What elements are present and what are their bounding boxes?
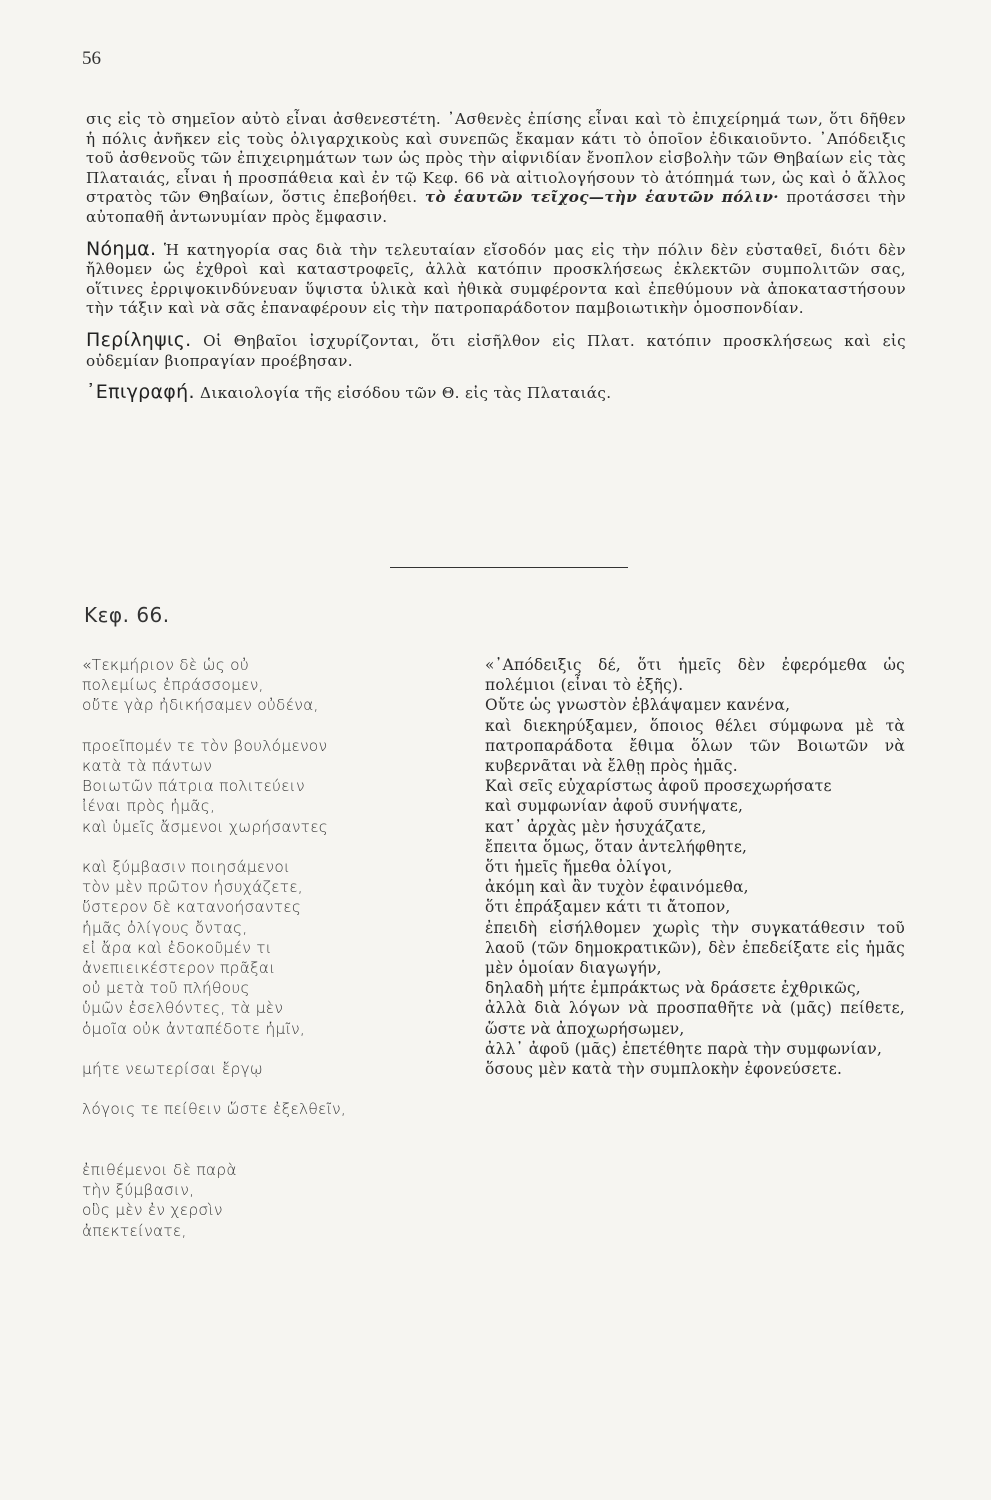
commentary-text-end: προτάσσει τὴν αὐτοπαθῆ ἀντωνυμίαν πρὸς ἔμφασιν.: [86, 188, 906, 226]
page-number: 56: [82, 48, 101, 69]
greek-line: προεῖπομέν τε τὸν βουλόμενον: [82, 736, 328, 755]
greek-line: ὁμοῖα οὐκ ἀνταπέδοτε ἡμῖν,: [82, 1019, 306, 1038]
perilipsis-label: Περίληψις.: [86, 328, 192, 351]
translation-line: ὅτι ἡμεῖς ἤμεθα ὀλίγοι,: [485, 858, 673, 877]
translation-line: ἀκόμη καὶ ἂν τυχὸν ἐφαινόμεθα,: [485, 878, 749, 897]
commentary-section: [86, 110, 906, 404]
line-gap: [82, 837, 482, 857]
line-gap: [82, 716, 482, 736]
greek-line: «Τεκμήριον δὲ ὡς οὐ: [82, 656, 249, 674]
commentary-paragraph: [86, 110, 906, 228]
greek-line: τὸν μὲν πρῶτον ἡσυχάζετε,: [82, 878, 303, 897]
greek-line: τὴν ξύμβασιν,: [82, 1181, 195, 1200]
section-divider: [360, 567, 628, 568]
greek-line: εἰ ἄρα καὶ ἐδοκοῦμέν τι: [82, 938, 272, 957]
epigrafi-paragraph: [86, 383, 906, 404]
greek-line: Βοιωτῶν πάτρια πολιτεύειν: [82, 777, 305, 796]
translation-line: καὶ συμφωνίαν ἀφοῦ συνήψατε,: [485, 797, 744, 816]
perilipsis-paragraph: [86, 328, 906, 371]
translation-column: [485, 655, 905, 1079]
greek-line: ἰέναι πρὸς ἡμᾶς,: [82, 797, 216, 816]
noima-paragraph: [86, 237, 906, 319]
greek-line: οὔτε γὰρ ἠδικήσαμεν οὐδένα,: [82, 696, 319, 715]
line-gap: [82, 1140, 482, 1160]
greek-line: ὕστερον δὲ κατανοήσαντες: [82, 898, 302, 917]
greek-line: οὓς μὲν ἐν χερσὶν: [82, 1201, 223, 1220]
translation-line: Οὔτε ὡς γνωστὸν ἐβλάψαμεν κανένα,: [485, 696, 791, 715]
greek-line: μήτε νεωτερίσαι ἔργῳ: [82, 1060, 263, 1079]
translation-line: καὶ διεκηρύξαμεν, ὅποιος θέλει σύμφωνα μὲ τὰ πατροπαράδοτα ἔθιμα ὅλων τῶν Βοιωτῶν νὰ κυβερνᾶται νὰ ἔλθῃ πρὸς ἡμᾶς.: [485, 716, 905, 776]
line-gap: [82, 1039, 482, 1059]
epigrafi-label: ᾿Επιγραφή.: [86, 381, 195, 404]
greek-line: ὑμῶν ἐσελθόντες, τὰ μὲν: [82, 999, 284, 1018]
translation-line: ὅτι ἐπράξαμεν κάτι τι ἄτοπον,: [485, 898, 731, 917]
greek-line: καὶ ξύμβασιν ποιησάμενοι: [82, 858, 291, 876]
greek-line: ἀνεπιεικέστερον πρᾶξαι: [82, 959, 276, 978]
greek-line: ἀπεκτείνατε,: [82, 1221, 187, 1240]
greek-line: ἡμᾶς ὀλίγους ὄντας,: [82, 918, 248, 937]
translation-line: Καὶ σεῖς εὐχαρίστως ἀφοῦ προσεχωρήσατε: [485, 777, 832, 796]
line-gap: [82, 1120, 482, 1140]
translation-line: ἔπειτα ὅμως, ὅταν ἀντελήφθητε,: [485, 837, 748, 856]
noima-label: Νόημα.: [86, 237, 157, 260]
translation-line: ἀλλὰ διὰ λόγων νὰ προσπαθῆτε νὰ (μᾶς) πείθετε, ὥστε νὰ ἀποχωρήσωμεν,: [485, 999, 905, 1038]
greek-line: ἐπιθέμενοι δὲ παρὰ: [82, 1160, 237, 1179]
translation-line: κατ᾿ ἀρχὰς μὲν ἡσυχάζατε,: [485, 817, 707, 836]
line-gap: [82, 1079, 482, 1099]
translation-line: ὅσους μὲν κατὰ τὴν συμπλοκὴν ἐφονεύσετε.: [485, 1060, 843, 1079]
perilipsis-text: Οἱ Θηβαῖοι ἰσχυρίζονται, ὅτι εἰσῆλθον εἰς Πλατ. κατόπιν προσκλήσεως καὶ εἰς οὐδεμίαν βιοπραγίαν προέβησαν.: [86, 331, 906, 370]
greek-line: πολεμίως ἐπράσσομεν,: [82, 676, 264, 695]
translation-line: ἐπειδὴ εἰσήλθομεν χωρὶς τὴν συγκατάθεσιν τοῦ λαοῦ (τῶν δημοκρατικῶν), δὲν ἐπεδείξατε εἰς ἡμᾶς μὲν ὁμοίαν διαγωγήν,: [485, 918, 905, 978]
epigrafi-text: Δικαιολογία τῆς εἰσόδου τῶν Θ. εἰς τὰς Πλαταιάς.: [200, 384, 612, 403]
greek-line: λόγοις τε πείθειν ὥστε ἐξελθεῖν,: [82, 1100, 347, 1119]
translation-line: «᾿Απόδειξις δέ, ὅτι ἡμεῖς δὲν ἐφερόμεθα ὡς πολέμιοι (εἶναι τὸ ἐξῆς).: [485, 656, 905, 695]
greek-line: οὐ μετὰ τοῦ πλήθους: [82, 979, 250, 998]
greek-line: καὶ ὑμεῖς ἄσμενοι χωρήσαντες: [82, 817, 329, 836]
translation-line: ἀλλ᾿ ἀφοῦ (μᾶς) ἐπετέθητε παρὰ τὴν συμφωνίαν,: [485, 1039, 883, 1058]
noima-text: Ἡ κατηγορία σας διὰ τὴν τελευταίαν εἴσοδόν μας εἰς τὴν πόλιν δὲν εὐσταθεῖ, διότι δὲν ἤλθομεν ὡς ἐχθροὶ καὶ καταστροφεῖς, ἀλλὰ κατόπιν προσκλήσεως ἐκλεκτῶν συμπολιτῶν σας, οἵτινες ἐρριψοκινδύνευαν ὕψιστα ὑλικὰ καὶ ἠθικὰ συμφέροντα καὶ ἐπεθύμουν νὰ ἀποκαταστήσουν τὴν τάξιν καὶ νὰ σᾶς ἐπαναφέρουν εἰς τὴν πατροπαράδοτον παμβοιωτικὴν ὁμοσπονδίαν.: [86, 240, 906, 318]
emphasized-phrase: τὸ ἑαυτῶν τεῖχος—τὴν ἑαυτῶν πόλιν·: [424, 188, 779, 207]
commentary-text: σις εἰς τὸ σημεῖον αὐτὸ εἶναι ἀσθενεστέτη. ᾿Ασθενὲς ἐπίσης εἶναι καὶ τὸ ἐπιχείρημά των, ὅτι δῆθεν ἡ πόλις ἀνῆκεν εἰς τοὺς ὀλιγαρχικοὺς καὶ συνεπῶς ἔκαμαν κάτι τὸ ὁποῖον ἐδικαιοῦντο. ᾿Απόδειξις τοῦ ἀσθενοῦς τῶν ἐπιχειρημάτων των ὡς πρὸς τὴν αἰφνιδίαν ἔνοπλον εἰσβολὴν τῶν Θηβαίων εἰς τὰς Πλαταιάς, εἶναι ἡ προσπάθεια καὶ ἐν τῷ Κεφ. 66 νὰ αἰτιολογήσουν τὸ ἀτόπημά των, ὡς καὶ ὁ ἄλλος στρατὸς τῶν Θηβαίων, ὅστις ἐπεβοήθει.: [86, 110, 906, 207]
greek-line: κατὰ τὰ πάντων: [82, 757, 213, 775]
ancient-greek-column: [82, 655, 482, 1241]
section-divider-gap: [360, 567, 390, 571]
translation-line: δηλαδὴ μήτε ἐμπράκτως νὰ δράσετε ἐχθρικῶς,: [485, 979, 861, 998]
chapter-heading: Κεφ. 66.: [84, 603, 170, 627]
